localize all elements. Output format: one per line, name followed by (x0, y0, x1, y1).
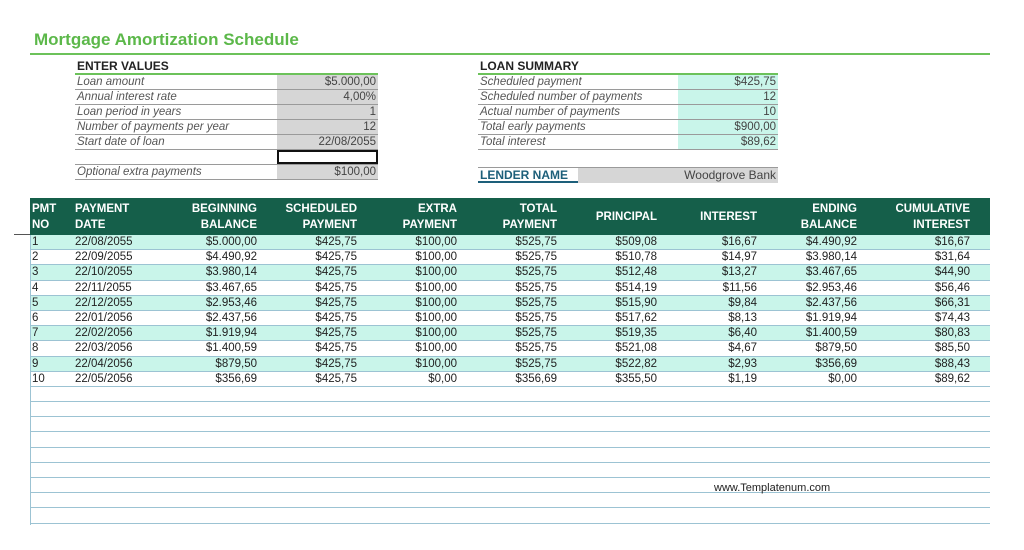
summary-row (478, 135, 778, 150)
cell-extra-payment[interactable]: $100,00 (415, 251, 457, 264)
cell-beginning-balance[interactable]: $2.953,46 (205, 296, 257, 309)
lender-label: LENDER NAME (478, 168, 578, 183)
cell-beginning-balance[interactable]: $5.000,00 (205, 236, 257, 248)
cell-total-payment[interactable]: $525,75 (515, 327, 557, 340)
optional-extra-value[interactable]: $100,00 (277, 165, 378, 179)
empty-row (30, 387, 990, 402)
empty-row (30, 402, 990, 417)
summary-label: Scheduled payment (480, 76, 582, 88)
cell-payment-date[interactable]: 22/03/2056 (75, 342, 133, 355)
cell-scheduled-payment[interactable]: $425,75 (315, 296, 357, 309)
col-header-payment-date (75, 198, 165, 235)
cell-total-payment[interactable]: $525,75 (515, 236, 557, 248)
empty-row (30, 448, 990, 463)
empty-row (30, 432, 990, 447)
table-row (30, 357, 990, 372)
cell-principal[interactable]: $517,62 (615, 311, 657, 324)
blank-row (75, 150, 378, 165)
input-label: Start date of loan (77, 136, 165, 148)
col-header-cumulative-interest (870, 198, 970, 235)
summary-label: Actual number of payments (480, 106, 620, 118)
cell-ending-balance[interactable]: $3.467,65 (805, 266, 857, 279)
cell-extra-payment[interactable]: $100,00 (415, 236, 457, 248)
schedule-header (30, 198, 990, 235)
optional-extra-label: Optional extra payments (77, 166, 202, 178)
cell-extra-payment[interactable]: $0,00 (428, 372, 457, 385)
cell-payment-date[interactable]: 22/11/2055 (75, 281, 132, 294)
cell-total-payment[interactable]: $525,75 (515, 281, 557, 294)
cell-ending-balance[interactable]: $0,00 (828, 372, 857, 385)
cell-payment-date[interactable]: 22/05/2056 (75, 372, 133, 385)
table-row (30, 341, 990, 356)
input-row (75, 135, 378, 150)
table-row (30, 372, 990, 387)
summary-row (478, 105, 778, 120)
cell-pmt-no[interactable]: 7 (32, 327, 39, 340)
cell-interest[interactable]: $13,27 (721, 266, 757, 279)
cell-total-payment[interactable]: $525,75 (515, 311, 557, 324)
page-title: Mortgage Amortization Schedule (34, 30, 299, 49)
col-header-interest (657, 198, 757, 235)
input-value[interactable]: $5.000,00 (277, 75, 378, 89)
cell-interest[interactable]: $11,56 (722, 281, 757, 294)
col-header-text: BALANCE (800, 218, 857, 231)
input-label: Number of payments per year (77, 121, 230, 133)
cell-scheduled-payment[interactable]: $425,75 (315, 342, 357, 355)
cell-ending-balance[interactable]: $879,50 (815, 342, 857, 355)
enter-values-section (75, 58, 378, 180)
empty-row (30, 417, 990, 432)
optional-extra-row (75, 165, 378, 180)
col-header-pmt-no (32, 198, 72, 235)
col-header-ending-balance (757, 198, 857, 235)
cell-interest[interactable]: $6,40 (728, 327, 757, 340)
cell-beginning-balance[interactable]: $4.490,92 (205, 251, 257, 264)
cell-cumulative-interest[interactable]: $44,90 (934, 266, 970, 279)
cell-payment-date[interactable]: 22/02/2056 (75, 327, 133, 340)
cell-scheduled-payment[interactable]: $425,75 (315, 372, 357, 385)
cell-total-payment[interactable]: $525,75 (515, 251, 557, 264)
cell-cumulative-interest[interactable]: $89,62 (934, 372, 970, 385)
cell-extra-payment[interactable]: $100,00 (415, 342, 457, 355)
summary-label: Total early payments (480, 121, 586, 133)
cell-principal[interactable]: $514,19 (615, 281, 657, 294)
col-header-text: DATE (75, 218, 106, 231)
cell-scheduled-payment[interactable]: $425,75 (315, 311, 357, 324)
schedule-body (30, 235, 990, 524)
cell-ending-balance[interactable]: $4.490,92 (805, 236, 857, 248)
col-header-text: BALANCE (200, 218, 257, 231)
input-row (75, 120, 378, 135)
cell-principal[interactable]: $519,35 (615, 327, 657, 340)
cell-pmt-no[interactable]: 6 (32, 311, 39, 324)
cell-pmt-no[interactable]: 5 (32, 296, 39, 309)
input-value[interactable]: 12 (277, 120, 378, 134)
cell-principal[interactable]: $355,50 (615, 372, 657, 385)
col-header-text: NO (32, 218, 50, 231)
cell-beginning-balance[interactable]: $1.919,94 (205, 327, 257, 340)
cell-beginning-balance[interactable]: $356,69 (215, 372, 257, 385)
cell-total-payment[interactable]: $525,75 (515, 296, 557, 309)
col-header-total-payment (457, 198, 557, 235)
cell-total-payment[interactable]: $356,69 (515, 372, 557, 385)
loan-summary-section (478, 58, 778, 150)
cell-ending-balance[interactable]: $1.919,94 (805, 311, 857, 324)
cell-ending-balance[interactable]: $2.437,56 (805, 296, 857, 309)
summary-row (478, 90, 778, 105)
col-header-text: INTEREST (700, 210, 757, 223)
lender-row (478, 167, 778, 183)
cell-payment-date[interactable]: 22/04/2056 (75, 357, 133, 370)
input-label: Annual interest rate (77, 91, 177, 103)
input-row (75, 90, 378, 105)
cell-cumulative-interest[interactable]: $88,43 (934, 357, 970, 370)
table-row (30, 326, 990, 341)
summary-row (478, 75, 778, 90)
cell-ending-balance[interactable]: $3.980,14 (805, 251, 857, 264)
col-header-text: SCHEDULED (285, 202, 357, 215)
cell-principal[interactable]: $515,90 (615, 296, 657, 309)
summary-label: Total interest (480, 136, 546, 148)
cell-total-payment[interactable]: $525,75 (515, 266, 557, 279)
cell-pmt-no[interactable]: 9 (32, 357, 39, 370)
cell-extra-payment[interactable]: $100,00 (415, 357, 457, 370)
cell-ending-balance[interactable]: $356,69 (815, 357, 857, 370)
empty-row (30, 463, 990, 478)
col-header-text: CUMULATIVE (895, 202, 970, 215)
cell-cumulative-interest[interactable]: $31,64 (934, 251, 970, 264)
summary-label: Scheduled number of payments (480, 91, 643, 103)
table-row (30, 296, 990, 311)
cell-total-payment[interactable]: $525,75 (515, 342, 557, 355)
cell-cumulative-interest[interactable]: $16,67 (934, 236, 970, 248)
cell-beginning-balance[interactable]: $3.467,65 (205, 281, 257, 294)
cell-pmt-no[interactable]: 10 (32, 372, 45, 385)
cell-scheduled-payment[interactable]: $425,75 (315, 251, 357, 264)
grid-tick (14, 234, 30, 235)
col-header-text: BEGINNING (191, 202, 257, 215)
enter-values-heading: ENTER VALUES (75, 58, 378, 75)
cell-cumulative-interest[interactable]: $74,43 (934, 311, 970, 324)
lender-value[interactable]: Woodgrove Bank (578, 168, 778, 183)
cell-payment-date[interactable]: 22/01/2056 (75, 311, 133, 324)
col-header-text: PRINCIPAL (595, 210, 657, 223)
table-row (30, 235, 990, 250)
table-row (30, 250, 990, 265)
col-header-text: PAYMENT (502, 218, 557, 231)
cell-extra-payment[interactable]: $100,00 (415, 327, 457, 340)
cell-beginning-balance[interactable]: $3.980,14 (205, 266, 257, 279)
col-header-text: PMT (32, 202, 57, 215)
summary-value: 10 (678, 105, 778, 119)
table-row (30, 281, 990, 296)
col-header-text: PAYMENT (75, 202, 130, 215)
cell-interest[interactable]: $8,13 (728, 311, 757, 324)
cell-principal[interactable]: $512,48 (615, 266, 657, 279)
cell-cumulative-interest[interactable]: $80,83 (934, 327, 970, 340)
col-header-text: PAYMENT (302, 218, 357, 231)
input-value[interactable]: 4,00% (277, 90, 378, 104)
cell-beginning-balance[interactable]: $2.437,56 (205, 311, 257, 324)
cell-scheduled-payment[interactable]: $425,75 (315, 236, 357, 248)
cell-scheduled-payment[interactable]: $425,75 (315, 327, 357, 340)
col-header-text: TOTAL (519, 202, 557, 215)
cell-pmt-no[interactable]: 2 (32, 251, 39, 264)
col-header-text: ENDING (812, 202, 857, 215)
cell-interest[interactable]: $9,84 (728, 296, 757, 309)
cell-principal[interactable]: $509,08 (615, 236, 657, 248)
input-label: Loan amount (77, 76, 145, 88)
input-row (75, 75, 378, 90)
cell-extra-payment[interactable]: $100,00 (415, 266, 457, 279)
cell-scheduled-payment[interactable]: $425,75 (315, 357, 357, 370)
watermark: www.Templatenum.com (714, 482, 831, 494)
empty-row (30, 493, 990, 508)
cell-extra-payment[interactable]: $100,00 (415, 281, 457, 294)
col-header-text: INTEREST (913, 218, 970, 231)
grid-left-border (30, 235, 31, 525)
cell-scheduled-payment[interactable]: $425,75 (315, 281, 357, 294)
cell-beginning-balance[interactable]: $879,50 (215, 357, 257, 370)
input-value[interactable]: 1 (277, 105, 378, 119)
cell-pmt-no[interactable]: 1 (32, 236, 39, 248)
cell-interest[interactable]: $1,19 (728, 372, 757, 385)
table-row (30, 265, 990, 280)
cell-payment-date[interactable]: 22/10/2055 (75, 266, 133, 279)
col-header-text: PAYMENT (402, 218, 457, 231)
cell-principal[interactable]: $522,82 (615, 357, 657, 370)
col-header-text: EXTRA (418, 202, 457, 215)
title-divider (30, 53, 990, 55)
cell-interest[interactable]: $2,93 (728, 357, 757, 370)
col-header-extra-payment (357, 198, 457, 235)
summary-value: $425,75 (678, 75, 778, 89)
cell-beginning-balance[interactable]: $1.400,59 (205, 342, 257, 355)
empty-row (30, 508, 990, 523)
summary-value: 12 (678, 90, 778, 104)
empty-row (30, 478, 990, 493)
cell-interest[interactable]: $4,67 (728, 342, 757, 355)
cell-scheduled-payment[interactable]: $425,75 (315, 266, 357, 279)
cell-principal[interactable]: $521,08 (615, 342, 657, 355)
summary-row (478, 120, 778, 135)
input-value[interactable]: 22/08/2055 (277, 135, 378, 149)
cell-pmt-no[interactable]: 3 (32, 266, 39, 279)
input-label: Loan period in years (77, 106, 182, 118)
cell-cumulative-interest[interactable]: $85,50 (934, 342, 970, 355)
cell-payment-date[interactable]: 22/09/2055 (75, 251, 133, 264)
input-row (75, 105, 378, 120)
cell-ending-balance[interactable]: $1.400,59 (805, 327, 857, 340)
summary-value: $900,00 (678, 120, 778, 134)
table-row (30, 311, 990, 326)
loan-summary-heading: LOAN SUMMARY (478, 58, 778, 75)
col-header-scheduled-payment (257, 198, 357, 235)
cell-ending-balance[interactable]: $2.953,46 (805, 281, 857, 294)
cell-extra-payment[interactable]: $100,00 (415, 296, 457, 309)
summary-value: $89,62 (678, 135, 778, 149)
col-header-beginning-balance (157, 198, 257, 235)
cell-cumulative-interest[interactable]: $66,31 (934, 296, 970, 309)
cell-payment-date[interactable]: 22/08/2055 (75, 236, 133, 248)
cell-total-payment[interactable]: $525,75 (515, 357, 557, 370)
cell-extra-payment[interactable]: $100,00 (415, 311, 457, 324)
cell-pmt-no[interactable]: 4 (32, 281, 39, 294)
selected-cell[interactable] (277, 150, 378, 164)
cell-pmt-no[interactable]: 8 (32, 342, 39, 355)
cell-principal[interactable]: $510,78 (615, 251, 657, 264)
cell-interest[interactable]: $16,67 (721, 236, 757, 248)
cell-payment-date[interactable]: 22/12/2055 (75, 296, 133, 309)
cell-interest[interactable]: $14,97 (721, 251, 757, 264)
col-header-principal (557, 198, 657, 235)
cell-cumulative-interest[interactable]: $56,46 (934, 281, 970, 294)
